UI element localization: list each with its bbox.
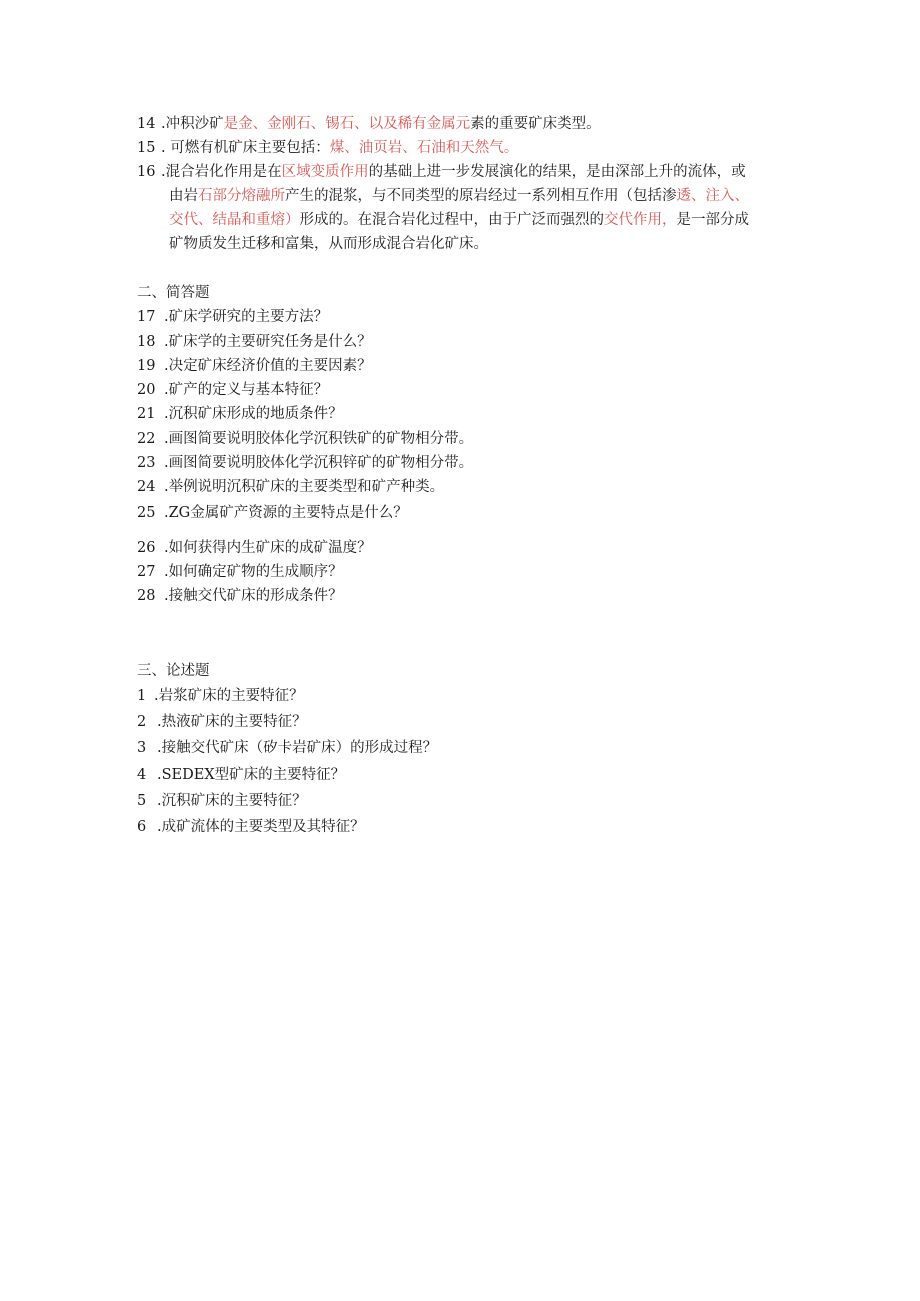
item-text: . 可燃有机矿床主要包括：煤、油页岩、石油和天然气。 xyxy=(161,140,519,156)
item-number: 14 xyxy=(137,116,156,132)
item-text-line-1: .混合岩化作用是在区域变质作用的基础上进一步发展演化的结果，是由深部上升的流体，或 xyxy=(161,164,746,180)
item-text-line-4: 矿物质发生迁移和富集，从而形成混合岩化矿床。 xyxy=(169,236,488,252)
section-heading-essay: 三、论述题 xyxy=(137,663,210,679)
item-number: 16 xyxy=(137,164,156,180)
item-text: .冲积沙矿是金、金刚石、锡石、以及稀有金属元素的重要矿床类型。 xyxy=(161,116,601,132)
item-text-line-3: 交代、结晶和重熔）形成的。在混合岩化过程中，由于广泛而强烈的交代作用，是一部分成 xyxy=(169,212,749,228)
item-text-line-2: 由岩石部分熔融所产生的混浆，与不同类型的原岩经过一系列相互作用（包括渗透、注入、 xyxy=(169,188,749,204)
item-number: 15 xyxy=(137,140,156,156)
section-heading-short-answer: 二、简答题 xyxy=(137,285,210,301)
